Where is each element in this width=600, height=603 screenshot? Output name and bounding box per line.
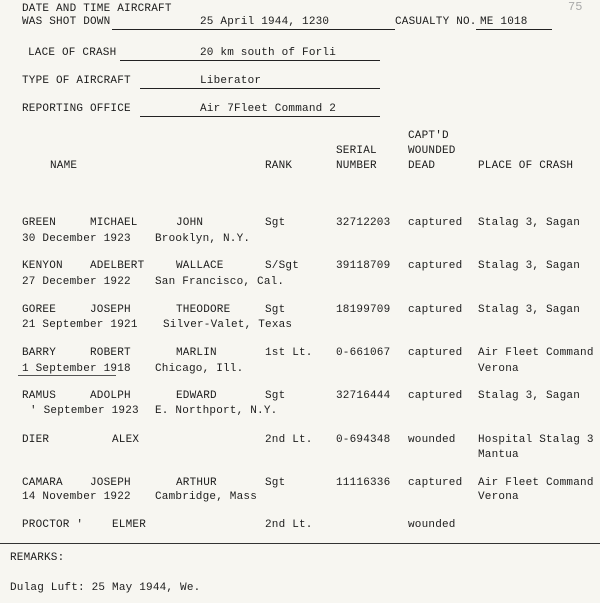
crew-place: Stalag 3, Sagan <box>478 260 581 272</box>
crew-place-line2: Mantua <box>478 449 519 461</box>
crew-place-line2: Verona <box>478 491 519 503</box>
crew-first: ADELBERT <box>90 260 145 272</box>
crew-middle: EDWARD <box>176 390 217 402</box>
col-place: PLACE OF CRASH <box>478 160 574 172</box>
crew-place: Stalag 3, Sagan <box>478 390 581 402</box>
place-underline <box>120 60 380 61</box>
crew-status: captured <box>408 347 463 359</box>
crew-surname: DIER <box>22 434 50 446</box>
col-name: NAME <box>50 160 78 172</box>
crew-serial: 0-694348 <box>336 434 391 446</box>
type-underline <box>140 88 380 89</box>
crew-surname: RAMUS <box>22 390 57 402</box>
crew-surname: KENYON <box>22 260 63 272</box>
col-status-line3: DEAD <box>408 160 436 172</box>
crew-first: MICHAEL <box>90 217 138 229</box>
type-label: TYPE OF AIRCRAFT <box>22 75 131 87</box>
crew-status: captured <box>408 390 463 402</box>
crew-rank: 1st Lt. <box>265 347 313 359</box>
crew-middle: JOHN <box>176 217 204 229</box>
date-label-line1: DATE AND TIME AIRCRAFT <box>22 3 172 15</box>
crew-status: captured <box>408 304 463 316</box>
corner-mark: 75 <box>568 0 583 14</box>
crew-surname: BARRY <box>22 347 57 359</box>
crew-serial: 32712203 <box>336 217 391 229</box>
date-label-line2: WAS SHOT DOWN <box>22 16 111 28</box>
crew-home: Cambridge, Mass <box>155 491 258 503</box>
office-label: REPORTING OFFICE <box>22 103 131 115</box>
crew-place: Stalag 3, Sagan <box>478 304 581 316</box>
crew-status: wounded <box>408 434 456 446</box>
casualty-value: ME 1018 <box>480 16 528 28</box>
crew-place: Air Fleet Command <box>478 347 594 359</box>
crew-place: Air Fleet Command <box>478 477 594 489</box>
crew-first: ROBERT <box>90 347 131 359</box>
crew-first: ADOLPH <box>90 390 131 402</box>
crew-home: San Francisco, Cal. <box>155 276 285 288</box>
crew-home: Silver-Valet, Texas <box>163 319 293 331</box>
crew-surname: CAMARA <box>22 477 63 489</box>
crew-first: JOSEPH <box>90 304 131 316</box>
crew-rank: Sgt <box>265 390 286 402</box>
crew-birth: 30 December 1923 <box>22 233 131 245</box>
crew-middle: WALLACE <box>176 260 224 272</box>
crew-serial: 0-661067 <box>336 347 391 359</box>
crew-home: Brooklyn, N.Y. <box>155 233 251 245</box>
crew-birth: 21 September 1921 <box>22 319 138 331</box>
crew-home: E. Northport, N.Y. <box>155 405 278 417</box>
col-status-line1: CAPT'D <box>408 130 449 142</box>
crew-status: captured <box>408 260 463 272</box>
crew-serial: 39118709 <box>336 260 391 272</box>
crew-birth: 1 September 1918 <box>22 363 131 375</box>
crew-middle: THEODORE <box>176 304 231 316</box>
crew-place: Hospital Stalag 3 <box>478 434 594 446</box>
type-value: Liberator <box>200 75 262 87</box>
casualty-underline <box>476 29 552 30</box>
crew-first: ELMER <box>112 519 147 531</box>
date-underline <box>112 29 395 30</box>
crew-middle: MARLIN <box>176 347 217 359</box>
crew-surname: PROCTOR ' <box>22 519 84 531</box>
crew-status: wounded <box>408 519 456 531</box>
crew-rank: S/Sgt <box>265 260 300 272</box>
crew-rank: Sgt <box>265 304 286 316</box>
place-label: LACE OF CRASH <box>28 47 117 59</box>
crew-rank: 2nd Lt. <box>265 519 313 531</box>
birth-underline <box>18 375 116 376</box>
crew-status: captured <box>408 477 463 489</box>
remarks-divider <box>0 543 600 544</box>
col-rank: RANK <box>265 160 293 172</box>
col-status-line2: WOUNDED <box>408 145 456 157</box>
remarks-label: REMARKS: <box>10 552 65 564</box>
crew-serial: 32716444 <box>336 390 391 402</box>
crew-birth: ' September 1923 <box>30 405 139 417</box>
crew-serial: 11116336 <box>336 477 391 489</box>
crew-place-line2: Verona <box>478 363 519 375</box>
crew-birth: 14 November 1922 <box>22 491 131 503</box>
crew-rank: Sgt <box>265 477 286 489</box>
date-value: 25 April 1944, 1230 <box>200 16 330 28</box>
crew-first: ALEX <box>112 434 140 446</box>
crew-rank: 2nd Lt. <box>265 434 313 446</box>
crew-middle: ARTHUR <box>176 477 217 489</box>
crew-first: JOSEPH <box>90 477 131 489</box>
crew-status: captured <box>408 217 463 229</box>
col-serial-line1: SERIAL <box>336 145 377 157</box>
crew-surname: GREEN <box>22 217 57 229</box>
crew-birth: 27 December 1922 <box>22 276 131 288</box>
crew-place: Stalag 3, Sagan <box>478 217 581 229</box>
col-serial-line2: NUMBER <box>336 160 377 172</box>
place-value: 20 km south of Forli <box>200 47 337 59</box>
crew-surname: GOREE <box>22 304 57 316</box>
office-value: Air 7Fleet Command 2 <box>200 103 337 115</box>
office-underline <box>140 116 380 117</box>
remarks-text: Dulag Luft: 25 May 1944, We. <box>10 582 201 594</box>
crew-home: Chicago, Ill. <box>155 363 244 375</box>
crew-rank: Sgt <box>265 217 286 229</box>
crew-serial: 18199709 <box>336 304 391 316</box>
casualty-label: CASUALTY NO. <box>395 16 477 28</box>
